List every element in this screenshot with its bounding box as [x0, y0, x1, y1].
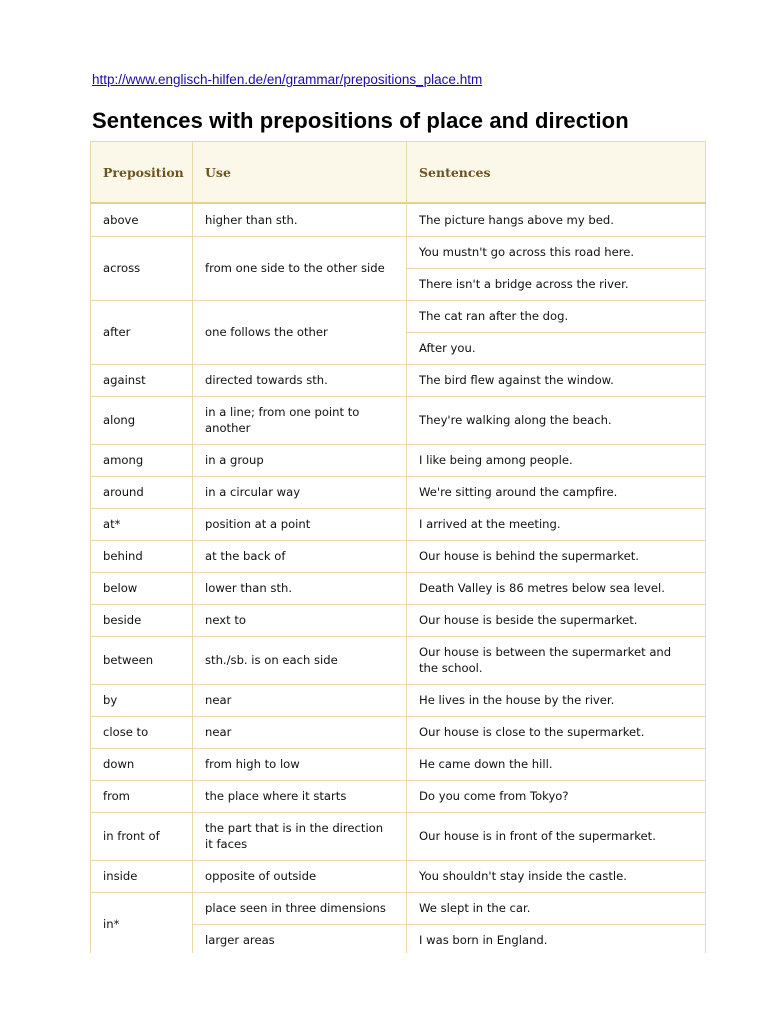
sentence-cell: I arrived at the meeting. [407, 508, 706, 540]
preposition-cell: beside [91, 604, 193, 636]
use-cell: from high to low [193, 748, 407, 780]
preposition-cell: by [91, 684, 193, 716]
table-row [91, 716, 706, 748]
preposition-cell: across [91, 236, 193, 300]
preposition-cell: around [91, 476, 193, 508]
preposition-cell: along [91, 396, 193, 444]
table-header-row [91, 142, 706, 204]
table-row [91, 396, 706, 444]
use-cell: from one side to the other side [193, 236, 407, 300]
preposition-cell: inside [91, 860, 193, 892]
sentence-cell: Do you come from Tokyo? [407, 780, 706, 812]
page-bottom-margin [0, 953, 768, 1024]
use-cell: near [193, 716, 407, 748]
sentence-cell: After you. [407, 332, 706, 364]
table-row [91, 892, 706, 924]
page-title: Sentences with prepositions of place and direction [92, 108, 629, 133]
use-cell: larger areas [193, 924, 407, 956]
use-cell: lower than sth. [193, 572, 407, 604]
use-cell: place seen in three dimensions [193, 892, 407, 924]
preposition-cell: above [91, 203, 193, 236]
preposition-cell: against [91, 364, 193, 396]
use-cell: in a line; from one point to another [193, 396, 407, 444]
sentence-cell: Death Valley is 86 metres below sea level. [407, 572, 706, 604]
use-cell: next to [193, 604, 407, 636]
use-cell: in a group [193, 444, 407, 476]
table-row [91, 572, 706, 604]
table-row [91, 476, 706, 508]
preposition-cell: close to [91, 716, 193, 748]
sentence-cell: Our house is close to the supermarket. [407, 716, 706, 748]
preposition-cell: below [91, 572, 193, 604]
header-preposition: Preposition [91, 142, 193, 204]
sentence-cell: Our house is between the supermarket and the school. [407, 636, 706, 684]
header-use: Use [193, 142, 407, 204]
header-sentences: Sentences [407, 142, 706, 204]
preposition-cell: in* [91, 892, 193, 956]
sentence-cell: The picture hangs above my bed. [407, 203, 706, 236]
table-row [91, 780, 706, 812]
preposition-cell: down [91, 748, 193, 780]
sentence-cell: You shouldn't stay inside the castle. [407, 860, 706, 892]
sentence-cell: We're sitting around the campfire. [407, 476, 706, 508]
sentence-cell: Our house is behind the supermarket. [407, 540, 706, 572]
table-row [91, 444, 706, 476]
use-cell: opposite of outside [193, 860, 407, 892]
table-row [91, 236, 706, 268]
table-row [91, 203, 706, 236]
sentence-cell: Our house is beside the supermarket. [407, 604, 706, 636]
sentence-cell: I like being among people. [407, 444, 706, 476]
use-cell: higher than sth. [193, 203, 407, 236]
source-url-link[interactable]: http://www.englisch-hilfen.de/en/grammar/prepositions_place.htm [92, 72, 483, 87]
preposition-cell: at* [91, 508, 193, 540]
sentence-cell: He came down the hill. [407, 748, 706, 780]
sentence-cell: You mustn't go across this road here. [407, 236, 706, 268]
table-row [91, 812, 706, 860]
preposition-cell: between [91, 636, 193, 684]
prepositions-table [90, 141, 706, 957]
sentence-cell: We slept in the car. [407, 892, 706, 924]
table-row [91, 540, 706, 572]
table-row [91, 364, 706, 396]
table-row [91, 508, 706, 540]
sentence-cell: The bird flew against the window. [407, 364, 706, 396]
use-cell: sth./sb. is on each side [193, 636, 407, 684]
preposition-cell: in front of [91, 812, 193, 860]
preposition-cell: among [91, 444, 193, 476]
preposition-cell: behind [91, 540, 193, 572]
use-cell: the place where it starts [193, 780, 407, 812]
table-row [91, 860, 706, 892]
table-row [91, 300, 706, 332]
use-cell: the part that is in the direction it faces [193, 812, 407, 860]
preposition-cell: from [91, 780, 193, 812]
sentence-cell: There isn't a bridge across the river. [407, 268, 706, 300]
use-cell: near [193, 684, 407, 716]
sentence-cell: They're walking along the beach. [407, 396, 706, 444]
use-cell: directed towards sth. [193, 364, 407, 396]
table-row [91, 604, 706, 636]
sentence-cell: Our house is in front of the supermarket. [407, 812, 706, 860]
preposition-cell: after [91, 300, 193, 364]
sentence-cell: He lives in the house by the river. [407, 684, 706, 716]
table-row [91, 636, 706, 684]
use-cell: at the back of [193, 540, 407, 572]
use-cell: position at a point [193, 508, 407, 540]
sentence-cell: I was born in England. [407, 924, 706, 956]
use-cell: one follows the other [193, 300, 407, 364]
table-row [91, 684, 706, 716]
use-cell: in a circular way [193, 476, 407, 508]
table-row [91, 748, 706, 780]
sentence-cell: The cat ran after the dog. [407, 300, 706, 332]
